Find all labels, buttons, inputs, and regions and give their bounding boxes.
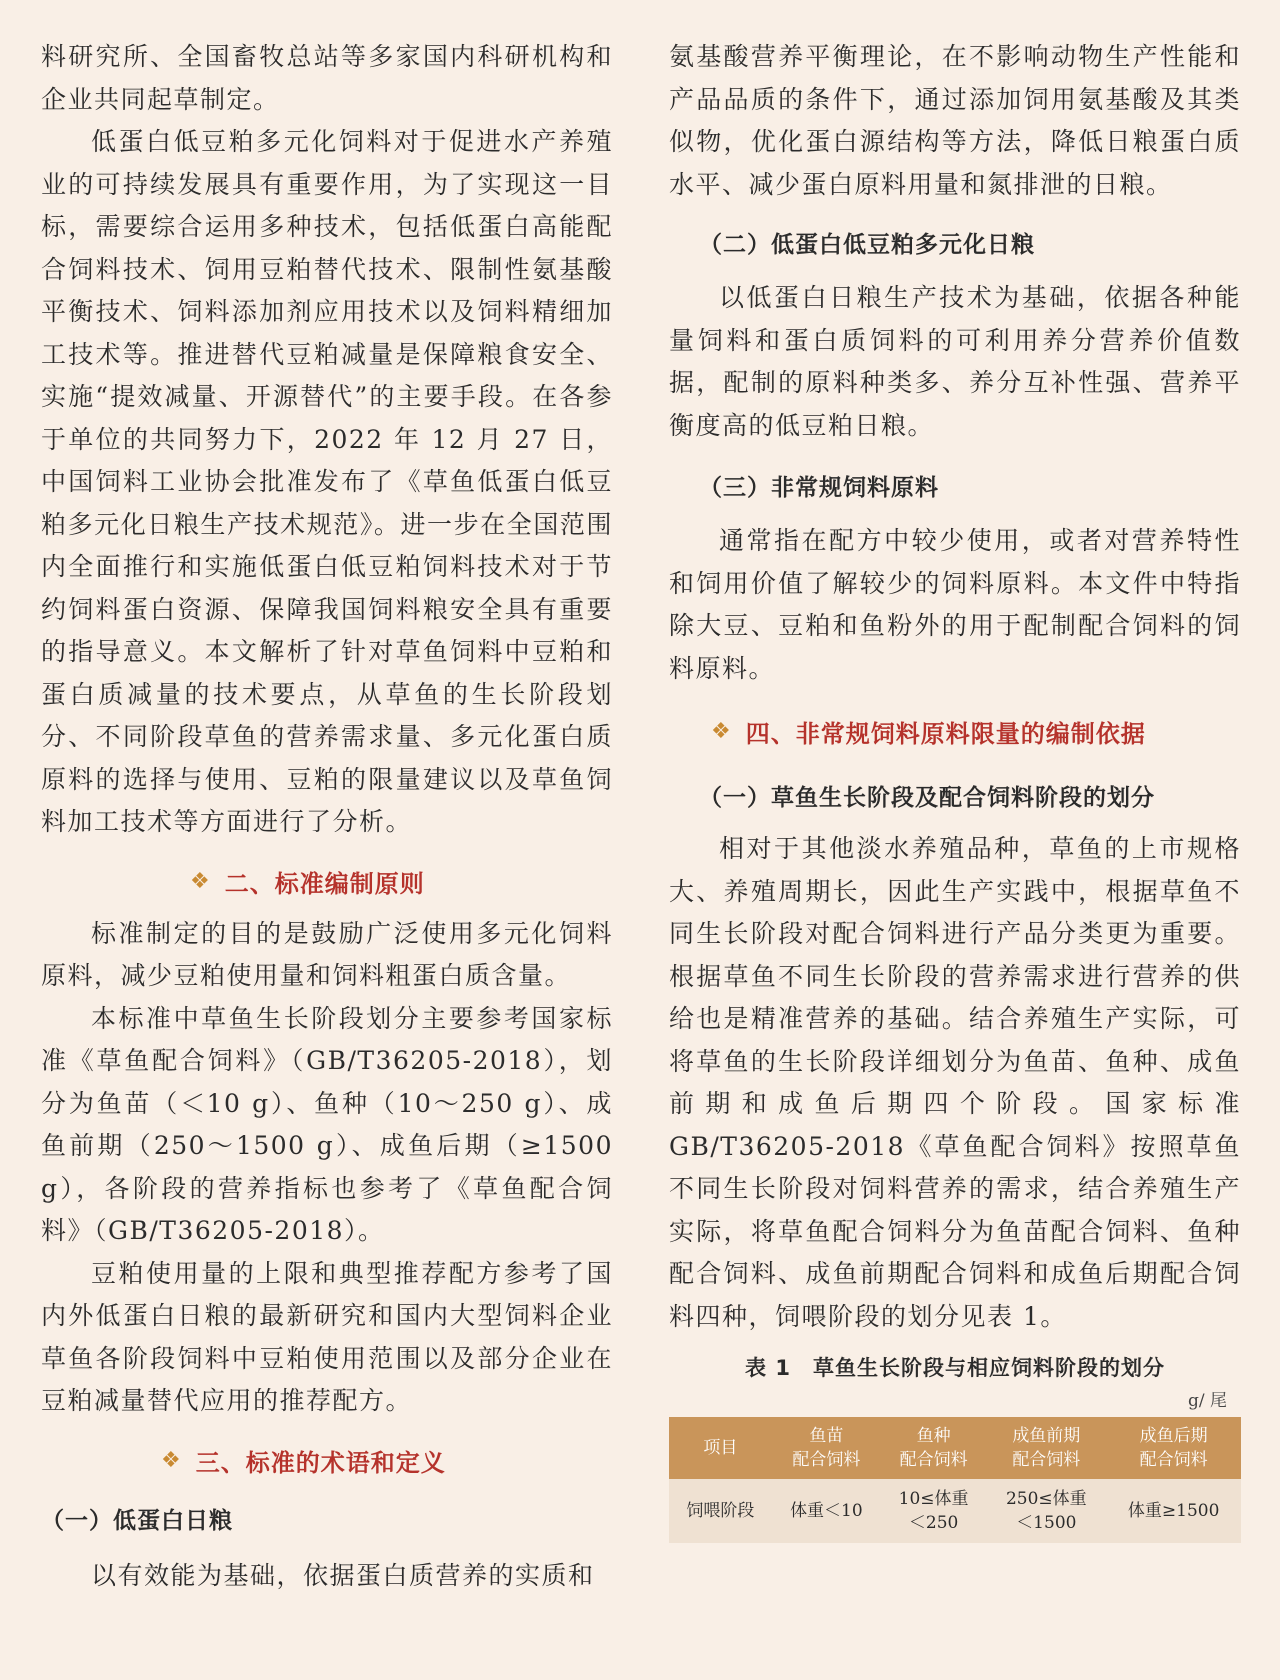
section-heading-4 [711, 714, 1241, 749]
table-cell: 10≤体重 ＜250 [881, 1479, 986, 1543]
table-header-cell: 鱼苗 配合饲料 [772, 1417, 881, 1479]
paragraph-soymeal-limit: 豆粕使用量的上限和典型推荐配方参考了国内外低蛋白日粮的最新研究和国内大型饲料企业草鱼各阶段饲料中豆粕使用范围以及部分企业在豆粕减量替代应用的推荐配方。 [41, 1258, 613, 1415]
paragraph-intro: 低蛋白低豆粕多元化饲料对于促进水产养殖业的可持续发展具有重要作用，为了实现这一目标，需要综合运用多种技术，包括低蛋白高能配合饲料技术、饲用豆粕替代技术、限制性氨基酸平衡技术、饲料添加剂应用技术以及饲料精细加工技术等。推进替代豆粕减量是保障粮食安全、实施“提效减量、开源替代”的主要手段。在各参于单位的共同努力下，2022 年 12 月 27 日，中国饲料工业协会批准发布了《草鱼低蛋白低豆粕多元化日粮生产技术规范》。进一步在全国范围内全面推行和实施低蛋白低豆粕饲料技术对于节约饲料蛋白资源、保障我国饲料粮安全具有重要的指导意义。本文解析了针对草鱼饲料中豆粕和蛋白质减量的技术要点，从草鱼的生长阶段划分、不同阶段草鱼的营养需求量、多元化蛋白质原料的选择与使用、豆粕的限量建议以及草鱼饲料加工技术等方面进行了分析。 [41, 127, 613, 836]
table-cell: 250≤体重 ＜1500 [986, 1479, 1106, 1543]
paragraph-stage-division: 本标准中草鱼生长阶段划分主要参考国家标准《草鱼配合饲料》（GB/T36205-2018），划分为鱼苗（＜10 g）、鱼种（10～250 g）、成鱼前期（250～1500 g）、成鱼后期（≥1500 g），各阶段的营养指标也参考了《草鱼配合饲料》（GB/T36205-2018）。 [41, 1003, 613, 1245]
table-header-cell: 成鱼后期 配合饲料 [1106, 1417, 1241, 1479]
right-column [669, 36, 1241, 1543]
table-header-row [669, 1417, 1241, 1479]
table-cell: 体重≥1500 [1106, 1479, 1241, 1543]
paragraph-definition-start: 以有效能为基础，依据蛋白质营养的实质和 [91, 1560, 595, 1590]
section-heading-3-label: 三、标准的术语和定义 [195, 1448, 446, 1477]
paragraph-continued: 料研究所、全国畜牧总站等多家国内科研机构和企业共同起草制定。 [41, 42, 613, 114]
paragraph-definition-end: 氨基酸营养平衡理论，在不影响动物生产性能和产品品质的条件下，通过添加饲用氨基酸及其类似物，优化蛋白源结构等方法，降低日粮蛋白质水平、减少蛋白原料用量和氮排泄的日粮。 [669, 42, 1241, 199]
subheading-unconventional-material: （三）非常规饲料原料 [699, 475, 939, 501]
table-header-cell: 鱼种 配合饲料 [881, 1417, 986, 1479]
table-row [669, 1479, 1241, 1543]
diamond-bullet-icon: ❖ [161, 1447, 182, 1473]
section-heading-3 [161, 1443, 613, 1478]
feeding-stage-table [669, 1417, 1241, 1543]
left-column [41, 36, 613, 1597]
table-title: 表 1 草鱼生长阶段与相应饲料阶段的划分 [745, 1356, 1165, 1380]
table-cell: 体重＜10 [772, 1479, 881, 1543]
paragraph-purpose: 标准制定的目的是鼓励广泛使用多元化饲料原料，减少豆粕使用量和饲料粗蛋白质含量。 [41, 918, 613, 990]
table-cell: 饲喂阶段 [669, 1479, 772, 1543]
section-heading-2 [190, 864, 613, 899]
diamond-bullet-icon: ❖ [190, 868, 211, 894]
subheading-low-protein-diet: （一）低蛋白日粮 [41, 1507, 233, 1534]
subheading-low-soymeal-diet: （二）低蛋白低豆粕多元化日粮 [699, 232, 1035, 258]
paragraph-growth-stage: 相对于其他淡水养殖品种，草鱼的上市规格大、养殖周期长，因此生产实践中，根据草鱼不同生长阶段对配合饲料进行产品分类更为重要。根据草鱼不同生长阶段的营养需求进行营养的供给也是精准营养的基础。结合养殖生产实际，可将草鱼的生长阶段详细划分为鱼苗、鱼种、成鱼前期和成鱼后期四个阶段。国家标准 GB/T36205-2018《草鱼配合饲料》按照草鱼不同生长阶段对饲料营养的需求，结合养殖生产实际，将草鱼配合饲料分为鱼苗配合饲料、鱼种配合饲料、成鱼前期配合饲料和成鱼后期配合饲料四种，饲喂阶段的划分见表 1。 [669, 834, 1241, 1331]
section-heading-4-label: 四、非常规饲料原料限量的编制依据 [745, 720, 1146, 748]
section-heading-2-label: 二、标准编制原则 [224, 869, 425, 898]
table-unit: g/ 尾 [1187, 1391, 1227, 1411]
paragraph-low-soymeal-definition: 以低蛋白日粮生产技术为基础，依据各种能量饲料和蛋白质饲料的可利用养分营养价值数据，配制的原料种类多、养分互补性强、营养平衡度高的低豆粕日粮。 [669, 283, 1241, 440]
subheading-growth-stage: （一）草鱼生长阶段及配合饲料阶段的划分 [699, 785, 1155, 811]
diamond-bullet-icon: ❖ [711, 719, 732, 744]
table-header-cell: 成鱼前期 配合饲料 [986, 1417, 1106, 1479]
table-header-cell: 项目 [669, 1417, 772, 1479]
paragraph-unconventional-definition: 通常指在配方中较少使用，或者对营养特性和饲用价值了解较少的饲料原料。本文件中特指除大豆、豆粕和鱼粉外的用于配制配合饲料的饲料原料。 [669, 526, 1241, 683]
